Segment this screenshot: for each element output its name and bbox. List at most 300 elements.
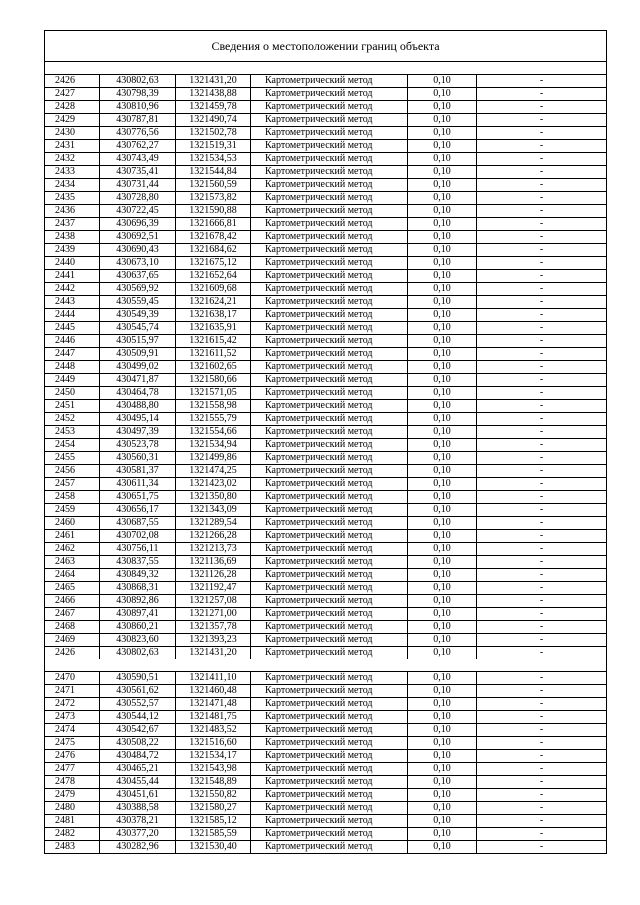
x-coordinate-cell: 430837,55 [100, 556, 176, 569]
y-coordinate-cell: 1321350,80 [176, 491, 251, 504]
x-coordinate-cell: 430590,51 [100, 672, 176, 685]
accuracy-cell: 0,10 [408, 672, 477, 685]
accuracy-cell: 0,10 [408, 244, 477, 257]
method-cell: Картометрический метод [251, 309, 408, 322]
method-cell: Картометрический метод [251, 634, 408, 647]
y-coordinate-cell: 1321580,66 [176, 374, 251, 387]
description-cell: - [477, 257, 607, 270]
table-row [45, 802, 606, 815]
point-number-cell: 2459 [45, 504, 100, 517]
table-row [45, 361, 606, 374]
table-row [45, 543, 606, 556]
accuracy-cell: 0,10 [408, 439, 477, 452]
x-coordinate-cell: 430860,21 [100, 621, 176, 634]
y-coordinate-cell: 1321555,79 [176, 413, 251, 426]
method-cell: Картометрический метод [251, 348, 408, 361]
table-row [45, 257, 606, 270]
description-cell: - [477, 231, 607, 244]
method-cell: Картометрический метод [251, 556, 408, 569]
accuracy-cell: 0,10 [408, 815, 477, 828]
table-row [45, 127, 606, 140]
accuracy-cell: 0,10 [408, 75, 477, 88]
y-coordinate-cell: 1321530,40 [176, 841, 251, 854]
method-cell: Картометрический метод [251, 335, 408, 348]
method-cell: Картометрический метод [251, 828, 408, 841]
method-cell: Картометрический метод [251, 750, 408, 763]
table-row [45, 556, 606, 569]
y-coordinate-cell: 1321638,17 [176, 309, 251, 322]
point-number-cell: 2426 [45, 75, 100, 88]
x-coordinate-cell: 430798,39 [100, 88, 176, 101]
x-coordinate-cell: 430388,58 [100, 802, 176, 815]
method-cell: Картометрический метод [251, 685, 408, 698]
description-cell: - [477, 711, 607, 724]
description-cell: - [477, 647, 607, 660]
description-cell: - [477, 621, 607, 634]
y-coordinate-cell: 1321519,31 [176, 140, 251, 153]
accuracy-cell: 0,10 [408, 400, 477, 413]
accuracy-cell: 0,10 [408, 504, 477, 517]
method-cell: Картометрический метод [251, 789, 408, 802]
method-cell: Картометрический метод [251, 205, 408, 218]
table-row [45, 582, 606, 595]
method-cell: Картометрический метод [251, 504, 408, 517]
table-row [45, 685, 606, 698]
table-row [45, 205, 606, 218]
accuracy-cell: 0,10 [408, 192, 477, 205]
table-row [45, 828, 606, 841]
point-number-cell: 2475 [45, 737, 100, 750]
y-coordinate-cell: 1321573,82 [176, 192, 251, 205]
description-cell: - [477, 127, 607, 140]
x-coordinate-cell: 430549,39 [100, 309, 176, 322]
y-coordinate-cell: 1321343,09 [176, 504, 251, 517]
point-number-cell: 2433 [45, 166, 100, 179]
description-cell: - [477, 815, 607, 828]
description-cell: - [477, 504, 607, 517]
accuracy-cell: 0,10 [408, 114, 477, 127]
point-number-cell: 2435 [45, 192, 100, 205]
x-coordinate-cell: 430802,63 [100, 75, 176, 88]
table-row [45, 517, 606, 530]
x-coordinate-cell: 430509,91 [100, 348, 176, 361]
accuracy-cell: 0,10 [408, 634, 477, 647]
block-separator-row [45, 659, 606, 672]
method-cell: Картометрический метод [251, 595, 408, 608]
point-number-cell: 2457 [45, 478, 100, 491]
coordinates-table [45, 75, 606, 659]
table-row [45, 88, 606, 101]
x-coordinate-cell: 430455,44 [100, 776, 176, 789]
point-number-cell: 2443 [45, 296, 100, 309]
x-coordinate-cell: 430728,80 [100, 192, 176, 205]
y-coordinate-cell: 1321602,65 [176, 361, 251, 374]
x-coordinate-cell: 430488,80 [100, 400, 176, 413]
accuracy-cell: 0,10 [408, 270, 477, 283]
x-coordinate-cell: 430378,21 [100, 815, 176, 828]
accuracy-cell: 0,10 [408, 452, 477, 465]
table-row [45, 374, 606, 387]
x-coordinate-cell: 430560,31 [100, 452, 176, 465]
point-number-cell: 2442 [45, 283, 100, 296]
accuracy-cell: 0,10 [408, 88, 477, 101]
method-cell: Картометрический метод [251, 244, 408, 257]
description-cell: - [477, 413, 607, 426]
y-coordinate-cell: 1321684,62 [176, 244, 251, 257]
point-number-cell: 2444 [45, 309, 100, 322]
accuracy-cell: 0,10 [408, 608, 477, 621]
method-cell: Картометрический метод [251, 270, 408, 283]
y-coordinate-cell: 1321460,48 [176, 685, 251, 698]
table-row [45, 348, 606, 361]
point-number-cell: 2466 [45, 595, 100, 608]
x-coordinate-cell: 430569,92 [100, 283, 176, 296]
method-cell: Картометрический метод [251, 166, 408, 179]
table-row [45, 491, 606, 504]
method-cell: Картометрический метод [251, 192, 408, 205]
method-cell: Картометрический метод [251, 647, 408, 660]
description-cell: - [477, 608, 607, 621]
description-cell: - [477, 685, 607, 698]
y-coordinate-cell: 1321411,10 [176, 672, 251, 685]
point-number-cell: 2476 [45, 750, 100, 763]
y-coordinate-cell: 1321675,12 [176, 257, 251, 270]
method-cell: Картометрический метод [251, 802, 408, 815]
description-cell: - [477, 698, 607, 711]
table-row [45, 192, 606, 205]
accuracy-cell: 0,10 [408, 556, 477, 569]
description-cell: - [477, 374, 607, 387]
x-coordinate-cell: 430735,41 [100, 166, 176, 179]
accuracy-cell: 0,10 [408, 179, 477, 192]
y-coordinate-cell: 1321438,88 [176, 88, 251, 101]
accuracy-cell: 0,10 [408, 205, 477, 218]
table-row [45, 569, 606, 582]
method-cell: Картометрический метод [251, 621, 408, 634]
table-row [45, 218, 606, 231]
table-row [45, 322, 606, 335]
table-row [45, 634, 606, 647]
coordinates-table [45, 672, 606, 853]
method-cell: Картометрический метод [251, 296, 408, 309]
x-coordinate-cell: 430465,21 [100, 763, 176, 776]
table-row [45, 776, 606, 789]
accuracy-cell: 0,10 [408, 374, 477, 387]
point-number-cell: 2467 [45, 608, 100, 621]
description-cell: - [477, 595, 607, 608]
x-coordinate-cell: 430552,57 [100, 698, 176, 711]
accuracy-cell: 0,10 [408, 802, 477, 815]
y-coordinate-cell: 1321550,82 [176, 789, 251, 802]
table-row [45, 75, 606, 88]
table-row [45, 478, 606, 491]
point-number-cell: 2440 [45, 257, 100, 270]
description-cell: - [477, 153, 607, 166]
accuracy-cell: 0,10 [408, 698, 477, 711]
accuracy-cell: 0,10 [408, 543, 477, 556]
y-coordinate-cell: 1321534,94 [176, 439, 251, 452]
point-number-cell: 2441 [45, 270, 100, 283]
y-coordinate-cell: 1321271,00 [176, 608, 251, 621]
description-cell: - [477, 724, 607, 737]
method-cell: Картометрический метод [251, 530, 408, 543]
table-row [45, 439, 606, 452]
description-cell: - [477, 517, 607, 530]
point-number-cell: 2428 [45, 101, 100, 114]
accuracy-cell: 0,10 [408, 724, 477, 737]
x-coordinate-cell: 430377,20 [100, 828, 176, 841]
accuracy-cell: 0,10 [408, 517, 477, 530]
method-cell: Картометрический метод [251, 815, 408, 828]
description-cell: - [477, 556, 607, 569]
accuracy-cell: 0,10 [408, 491, 477, 504]
point-number-cell: 2472 [45, 698, 100, 711]
description-cell: - [477, 114, 607, 127]
y-coordinate-cell: 1321481,75 [176, 711, 251, 724]
y-coordinate-cell: 1321543,98 [176, 763, 251, 776]
table-row [45, 387, 606, 400]
y-coordinate-cell: 1321516,60 [176, 737, 251, 750]
y-coordinate-cell: 1321490,74 [176, 114, 251, 127]
point-number-cell: 2451 [45, 400, 100, 413]
method-cell: Картометрический метод [251, 322, 408, 335]
table-row [45, 815, 606, 828]
description-cell: - [477, 672, 607, 685]
point-number-cell: 2470 [45, 672, 100, 685]
table-row [45, 621, 606, 634]
accuracy-cell: 0,10 [408, 750, 477, 763]
description-cell: - [477, 530, 607, 543]
table-row [45, 841, 606, 854]
description-cell: - [477, 763, 607, 776]
method-cell: Картометрический метод [251, 361, 408, 374]
point-number-cell: 2437 [45, 218, 100, 231]
accuracy-cell: 0,10 [408, 127, 477, 140]
point-number-cell: 2463 [45, 556, 100, 569]
method-cell: Картометрический метод [251, 517, 408, 530]
point-number-cell: 2460 [45, 517, 100, 530]
accuracy-cell: 0,10 [408, 569, 477, 582]
x-coordinate-cell: 430611,34 [100, 478, 176, 491]
table-row [45, 231, 606, 244]
y-coordinate-cell: 1321126,28 [176, 569, 251, 582]
header-spacer-row [45, 62, 606, 75]
x-coordinate-cell: 430687,55 [100, 517, 176, 530]
point-number-cell: 2455 [45, 452, 100, 465]
description-cell: - [477, 426, 607, 439]
table-row [45, 179, 606, 192]
x-coordinate-cell: 430892,86 [100, 595, 176, 608]
table-row [45, 789, 606, 802]
x-coordinate-cell: 430743,49 [100, 153, 176, 166]
y-coordinate-cell: 1321609,68 [176, 283, 251, 296]
point-number-cell: 2479 [45, 789, 100, 802]
x-coordinate-cell: 430823,60 [100, 634, 176, 647]
accuracy-cell: 0,10 [408, 789, 477, 802]
description-cell: - [477, 750, 607, 763]
point-number-cell: 2474 [45, 724, 100, 737]
point-number-cell: 2439 [45, 244, 100, 257]
description-cell: - [477, 101, 607, 114]
y-coordinate-cell: 1321571,05 [176, 387, 251, 400]
accuracy-cell: 0,10 [408, 737, 477, 750]
x-coordinate-cell: 430868,31 [100, 582, 176, 595]
x-coordinate-cell: 430656,17 [100, 504, 176, 517]
table-row [45, 647, 606, 660]
accuracy-cell: 0,10 [408, 685, 477, 698]
description-cell: - [477, 322, 607, 335]
method-cell: Картометрический метод [251, 153, 408, 166]
method-cell: Картометрический метод [251, 763, 408, 776]
point-number-cell: 2462 [45, 543, 100, 556]
description-cell: - [477, 361, 607, 374]
description-cell: - [477, 205, 607, 218]
y-coordinate-cell: 1321213,73 [176, 543, 251, 556]
x-coordinate-cell: 430451,61 [100, 789, 176, 802]
y-coordinate-cell: 1321585,59 [176, 828, 251, 841]
method-cell: Картометрический метод [251, 140, 408, 153]
method-cell: Картометрический метод [251, 101, 408, 114]
accuracy-cell: 0,10 [408, 231, 477, 244]
description-cell: - [477, 491, 607, 504]
description-cell: - [477, 335, 607, 348]
y-coordinate-cell: 1321502,78 [176, 127, 251, 140]
point-number-cell: 2471 [45, 685, 100, 698]
x-coordinate-cell: 430897,41 [100, 608, 176, 621]
method-cell: Картометрический метод [251, 374, 408, 387]
point-number-cell: 2430 [45, 127, 100, 140]
point-number-cell: 2478 [45, 776, 100, 789]
accuracy-cell: 0,10 [408, 296, 477, 309]
y-coordinate-cell: 1321560,59 [176, 179, 251, 192]
description-cell: - [477, 309, 607, 322]
method-cell: Картометрический метод [251, 569, 408, 582]
y-coordinate-cell: 1321652,64 [176, 270, 251, 283]
table-row [45, 244, 606, 257]
table-row [45, 737, 606, 750]
method-cell: Картометрический метод [251, 283, 408, 296]
y-coordinate-cell: 1321554,66 [176, 426, 251, 439]
point-number-cell: 2483 [55, 841, 75, 852]
x-coordinate-cell: 430464,78 [100, 387, 176, 400]
method-cell: Картометрический метод [251, 400, 408, 413]
x-coordinate-cell: 430282,96 [100, 841, 176, 854]
x-coordinate-cell: 430802,63 [100, 647, 176, 660]
table-row [45, 166, 606, 179]
accuracy-cell: 0,10 [408, 621, 477, 634]
point-number-cell: 2432 [45, 153, 100, 166]
point-number-cell: 2453 [45, 426, 100, 439]
accuracy-cell: 0,10 [408, 582, 477, 595]
point-number-cell: 2482 [45, 828, 100, 841]
description-cell: - [477, 789, 607, 802]
description-cell: - [477, 75, 607, 88]
table-row [45, 530, 606, 543]
accuracy-cell: 0,10 [408, 776, 477, 789]
method-cell: Картометрический метод [251, 465, 408, 478]
table-row [45, 711, 606, 724]
accuracy-cell: 0,10 [408, 335, 477, 348]
y-coordinate-cell: 1321585,12 [176, 815, 251, 828]
accuracy-cell: 0,10 [408, 140, 477, 153]
x-coordinate-cell: 430810,96 [100, 101, 176, 114]
y-coordinate-cell: 1321136,69 [176, 556, 251, 569]
x-coordinate-cell: 430722,45 [100, 205, 176, 218]
x-coordinate-cell: 430692,51 [100, 231, 176, 244]
method-cell: Картометрический метод [251, 257, 408, 270]
method-cell: Картометрический метод [251, 231, 408, 244]
point-number-cell: 2434 [45, 179, 100, 192]
description-cell: - [477, 828, 607, 841]
y-coordinate-cell: 1321544,84 [176, 166, 251, 179]
point-number-cell: 2427 [45, 88, 100, 101]
x-coordinate-cell: 430559,45 [100, 296, 176, 309]
accuracy-cell: 0,10 [408, 348, 477, 361]
x-coordinate-cell: 430776,56 [100, 127, 176, 140]
y-coordinate-cell: 1321289,54 [176, 517, 251, 530]
table-row [45, 608, 606, 621]
accuracy-cell: 0,10 [408, 322, 477, 335]
description-cell: - [477, 348, 607, 361]
y-coordinate-cell: 1321471,48 [176, 698, 251, 711]
description-cell: - [477, 400, 607, 413]
y-coordinate-cell: 1321266,28 [176, 530, 251, 543]
table-row [45, 763, 606, 776]
x-coordinate-cell: 430762,27 [100, 140, 176, 153]
accuracy-cell: 0,10 [408, 283, 477, 296]
method-cell: Картометрический метод [251, 698, 408, 711]
y-coordinate-cell: 1321192,47 [176, 582, 251, 595]
accuracy-cell: 0,10 [408, 101, 477, 114]
point-number-cell: 2477 [45, 763, 100, 776]
accuracy-cell: 0,10 [408, 763, 477, 776]
y-coordinate-cell: 1321483,52 [176, 724, 251, 737]
x-coordinate-cell: 430523,78 [100, 439, 176, 452]
method-cell: Картометрический метод [251, 478, 408, 491]
point-number-cell: 2429 [45, 114, 100, 127]
accuracy-cell: 0,10 [408, 828, 477, 841]
description-cell: - [477, 88, 607, 101]
y-coordinate-cell: 1321580,27 [176, 802, 251, 815]
y-coordinate-cell: 1321624,21 [176, 296, 251, 309]
point-number-cell: 2456 [45, 465, 100, 478]
accuracy-cell: 0,10 [408, 426, 477, 439]
document-title: Сведения о местоположении границ объекта [45, 31, 606, 62]
description-cell: - [477, 802, 607, 815]
description-cell: - [477, 452, 607, 465]
x-coordinate-cell: 430508,22 [100, 737, 176, 750]
accuracy-cell: 0,10 [408, 530, 477, 543]
description-cell: - [477, 270, 607, 283]
x-coordinate-cell: 430702,08 [100, 530, 176, 543]
point-number-cell: 2448 [45, 361, 100, 374]
x-coordinate-cell: 430673,10 [100, 257, 176, 270]
point-number-cell: 2445 [45, 322, 100, 335]
y-coordinate-cell: 1321431,20 [176, 75, 251, 88]
x-coordinate-cell: 430497,39 [100, 426, 176, 439]
accuracy-cell: 0,10 [408, 166, 477, 179]
boundary-table-sheet [44, 30, 607, 854]
description-cell: - [477, 283, 607, 296]
description-cell: - [477, 140, 607, 153]
point-number-cell: 2469 [45, 634, 100, 647]
method-cell: Картометрический метод [251, 127, 408, 140]
accuracy-cell: 0,10 [408, 711, 477, 724]
point-number-cell: 2452 [45, 413, 100, 426]
point-number-cell: 2438 [45, 231, 100, 244]
method-cell: Картометрический метод [251, 841, 408, 854]
description-cell: - [477, 296, 607, 309]
